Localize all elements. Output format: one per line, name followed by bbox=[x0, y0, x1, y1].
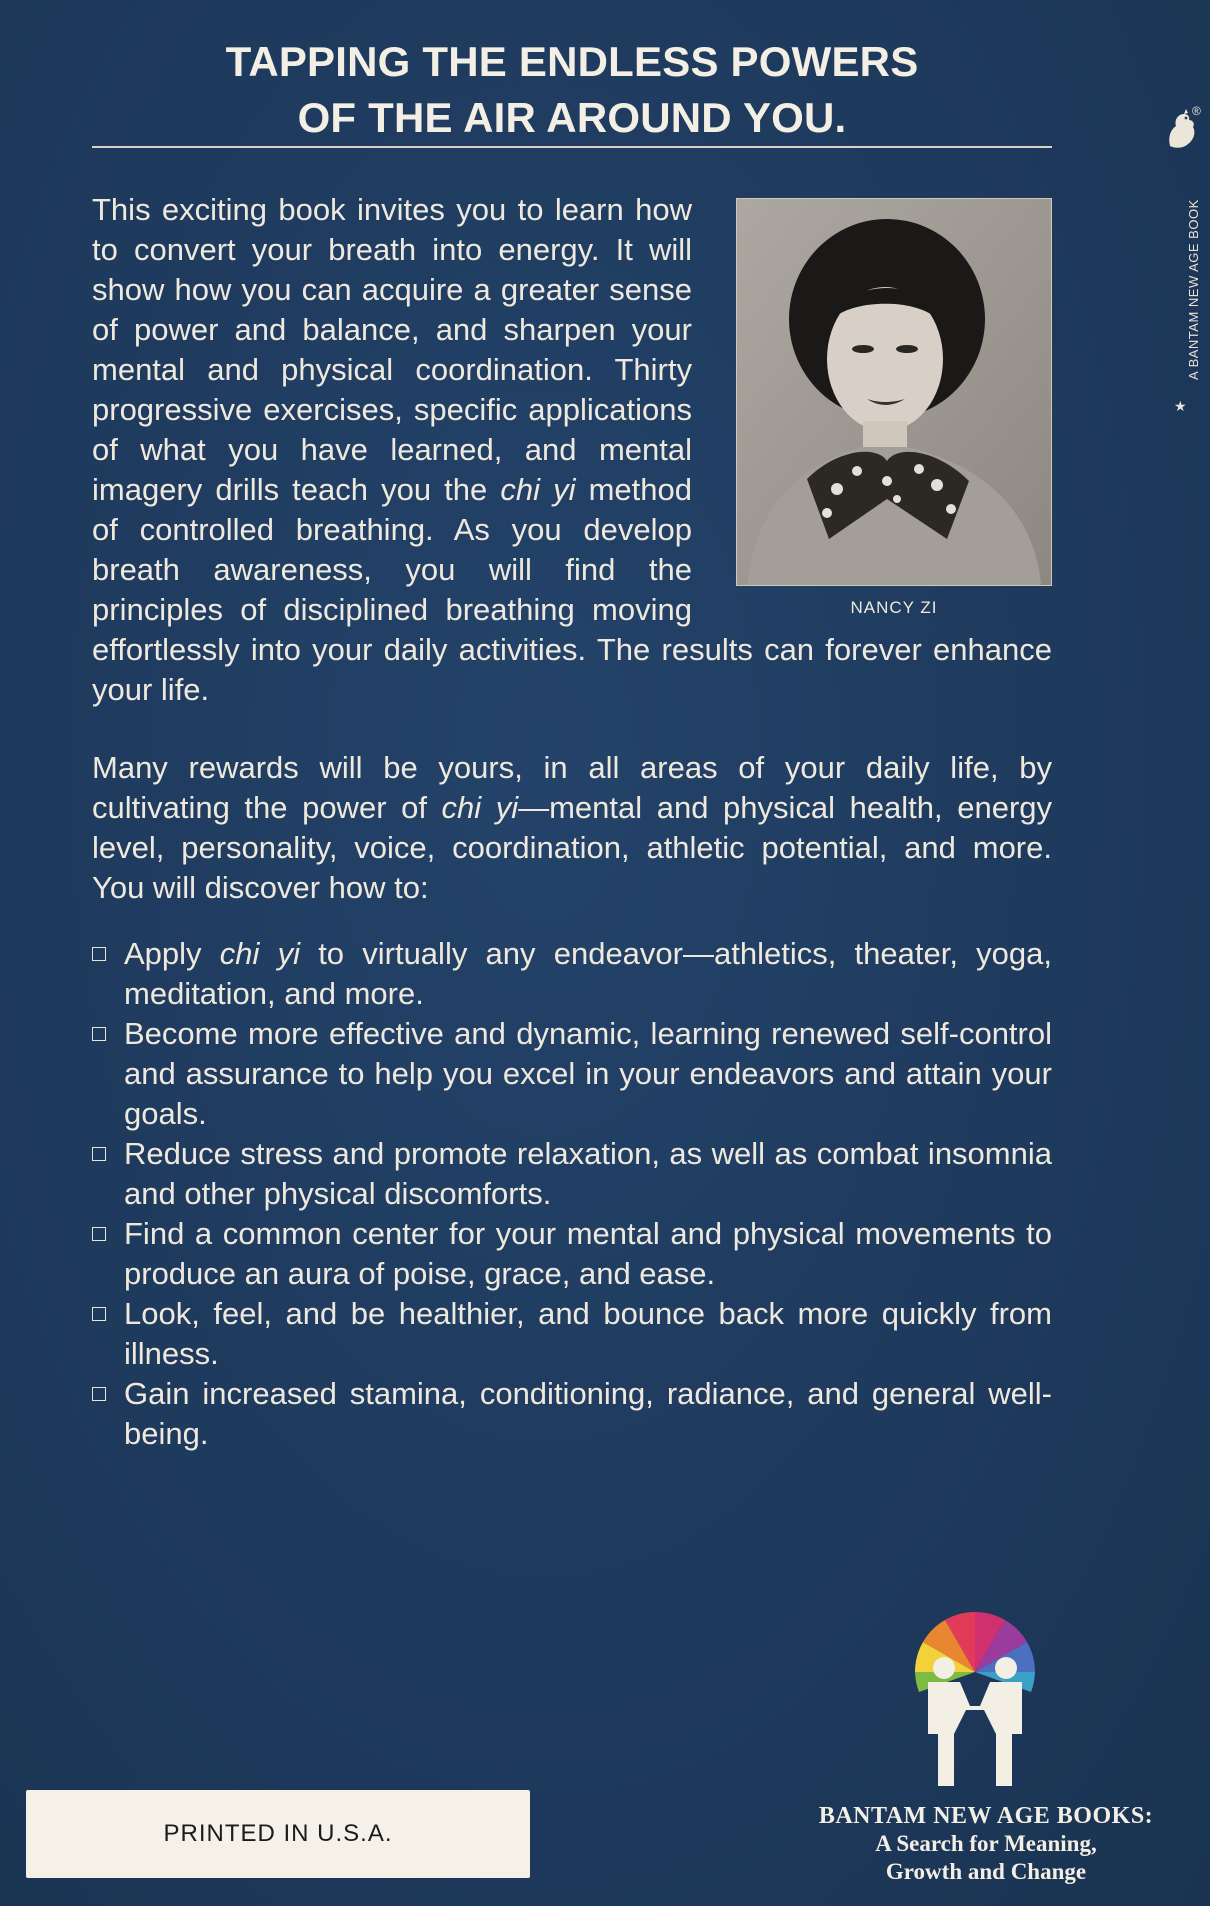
author-portrait-icon bbox=[737, 199, 1051, 585]
rewards-italic: chi yi bbox=[441, 790, 519, 825]
list-item bbox=[92, 1014, 1052, 1134]
intro-text-1: This exciting book invites you to learn how to convert your breath into energy. It will show how you can acquire a greater sense of power and balance, and sharpen your mental and physical coordination. Thirty progressive exercises, specific applications of what you have learned, and mental imagery drills teach you the bbox=[92, 192, 692, 507]
printed-in-usa-label: PRINTED IN U.S.A. bbox=[26, 1790, 530, 1878]
intro-text-2: method of controlled breathing. As you develop breath awareness, you will find the principles of disciplined breathing moving effortlessly into your daily activities. The results can forever enhance your life. bbox=[92, 472, 1052, 707]
intro-italic: chi yi bbox=[500, 472, 576, 507]
publisher-name: BANTAM NEW AGE BOOKS: bbox=[818, 1803, 1154, 1829]
list-item bbox=[92, 1214, 1052, 1294]
spine-imprint: A BANTAM NEW AGE BOOK bbox=[1186, 199, 1201, 380]
list-item bbox=[92, 1374, 1052, 1454]
checkbox-bullet-icon bbox=[92, 1147, 106, 1161]
rewards-text-2: —mental and physical health, energy level, personality, voice, coordination, athletic potential, and more. You will discover how to: bbox=[92, 790, 1053, 905]
checkbox-bullet-icon bbox=[92, 947, 106, 961]
publisher-tagline-2: Growth and Change bbox=[885, 1859, 1087, 1884]
list-item-text: Apply bbox=[124, 936, 220, 971]
benefits-list bbox=[92, 934, 1052, 1454]
publisher-tagline-1: A Search for Meaning, bbox=[875, 1831, 1097, 1856]
list-item-text: Look, feel, and be healthier, and bounce back more quickly from illness. bbox=[124, 1296, 1052, 1371]
headline-rule bbox=[92, 146, 1052, 148]
list-item bbox=[92, 1294, 1052, 1374]
headline bbox=[92, 34, 1052, 146]
cover-copy bbox=[92, 190, 1052, 1454]
checkbox-bullet-icon bbox=[92, 1227, 106, 1241]
list-item bbox=[92, 1134, 1052, 1214]
registered-mark: ® bbox=[1192, 104, 1201, 118]
spine-star-icon: ★ bbox=[1174, 398, 1187, 414]
checkbox-bullet-icon bbox=[92, 1387, 106, 1401]
photo-caption: NANCY ZI bbox=[850, 598, 938, 617]
list-item-text: Become more effective and dynamic, learning renewed self-control and assurance to help you excel in your endeavors and attain your goals. bbox=[124, 1016, 1052, 1131]
author-photo-block bbox=[736, 198, 1052, 618]
list-item-text: to virtually any endeavor—athletics, theater, yoga, meditation, and more. bbox=[124, 936, 1052, 1011]
headline-line-1: TAPPING THE ENDLESS POWERS bbox=[225, 38, 919, 85]
publisher-imprint bbox=[770, 1802, 1202, 1886]
list-item-italic: chi yi bbox=[219, 936, 300, 971]
rewards-text-1: Many rewards will be yours, in all areas of your daily life, by cultivating the power of bbox=[92, 750, 1052, 825]
checkbox-bullet-icon bbox=[92, 1307, 106, 1321]
list-item-text: Reduce stress and promote relaxation, as well as combat insomnia and other physical discomforts. bbox=[124, 1136, 1052, 1211]
list-item bbox=[92, 934, 1052, 1014]
author-photo bbox=[736, 198, 1052, 586]
bantam-new-age-logo-icon bbox=[912, 1610, 1038, 1790]
list-item-text: Gain increased stamina, conditioning, radiance, and general well-being. bbox=[124, 1376, 1052, 1451]
headline-line-2: OF THE AIR AROUND YOU. bbox=[297, 94, 847, 141]
list-item-text: Find a common center for your mental and physical movements to produce an aura of poise, grace, and ease. bbox=[124, 1216, 1052, 1291]
checkbox-bullet-icon bbox=[92, 1027, 106, 1041]
rewards-paragraph bbox=[92, 748, 1052, 908]
